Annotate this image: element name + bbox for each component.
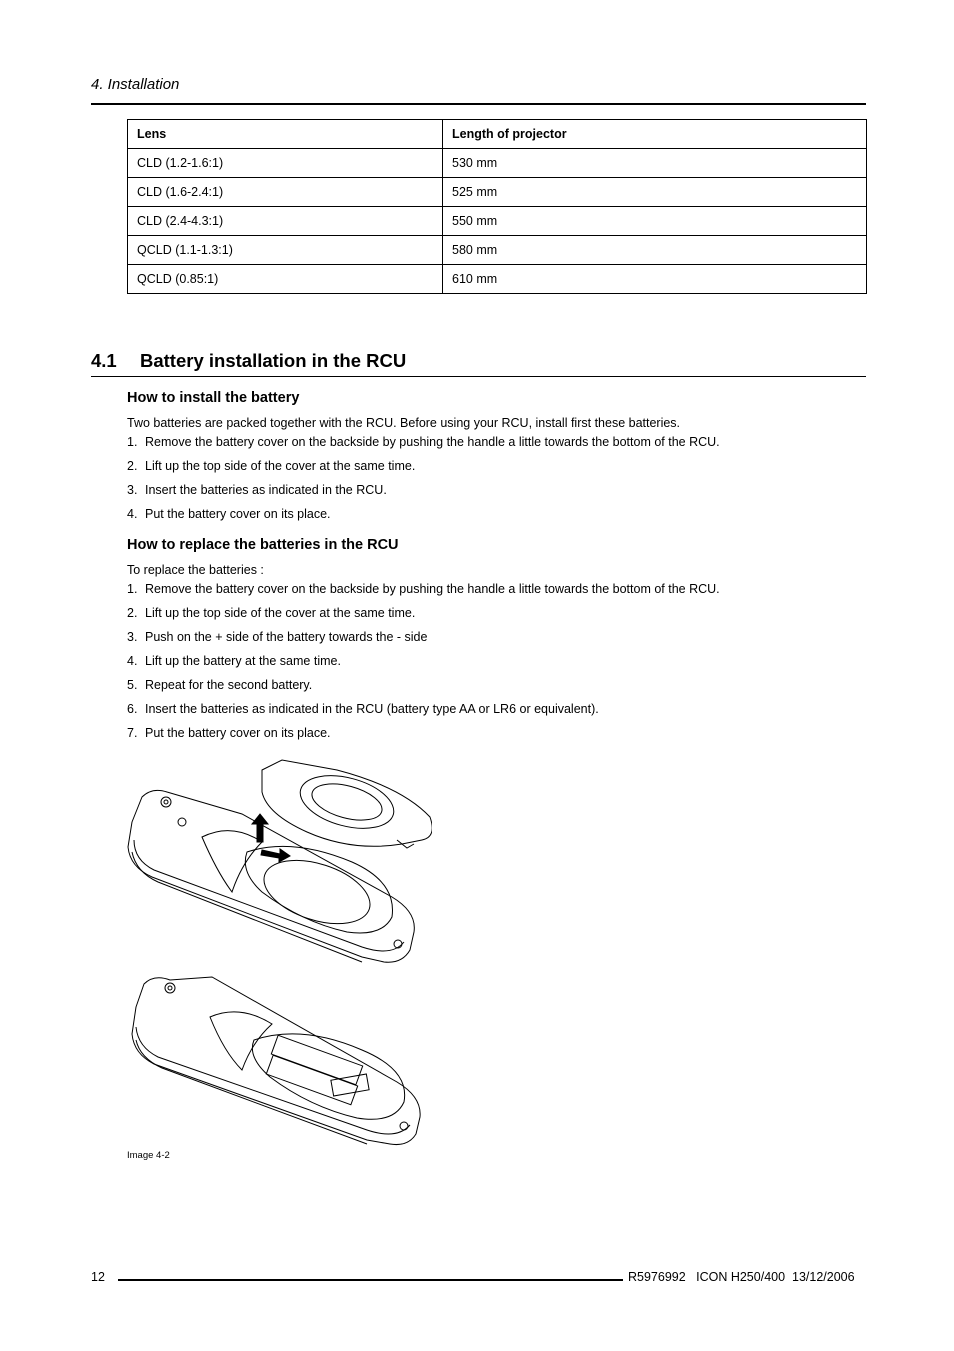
step-text: Repeat for the second battery. <box>145 678 313 692</box>
header-rule <box>91 103 866 105</box>
table-row <box>128 178 867 207</box>
lens-cell: QCLD (0.85:1) <box>128 265 443 294</box>
install-intro: Two batteries are packed together with the RCU. Before using your RCU, install first these batteries. <box>127 416 681 430</box>
list-item <box>127 435 720 449</box>
rcu-lower-drawing <box>132 977 420 1145</box>
list-item <box>127 630 427 644</box>
lens-cell: CLD (2.4-4.3:1) <box>128 207 443 236</box>
table-header-row <box>128 120 867 149</box>
running-header: 4. Installation <box>91 76 180 93</box>
step-number: 2. <box>127 606 138 620</box>
step-number: 7. <box>127 726 138 740</box>
lens-cell: QCLD (1.1-1.3:1) <box>128 236 443 265</box>
footer-rule <box>118 1279 623 1281</box>
step-text: Remove the battery cover on the backside by pushing the handle a little towards the bottom of the RCU. <box>145 582 720 596</box>
section-rule <box>91 376 866 377</box>
step-number: 3. <box>127 630 138 644</box>
step-number: 2. <box>127 459 138 473</box>
step-number: 1. <box>127 582 138 596</box>
list-item <box>127 726 331 740</box>
step-number: 3. <box>127 483 138 497</box>
install-heading: How to install the battery <box>127 390 300 406</box>
figure-caption: Image 4-2 <box>127 1150 170 1161</box>
length-cell: 550 mm <box>443 207 867 236</box>
step-text: Push on the + side of the battery towards the - side <box>145 630 428 644</box>
step-text: Put the battery cover on its place. <box>145 507 331 521</box>
table-row <box>128 207 867 236</box>
rcu-battery-illustration <box>122 752 432 1152</box>
step-text: Insert the batteries as indicated in the RCU. <box>145 483 387 497</box>
step-text: Lift up the top side of the cover at the same time. <box>145 606 416 620</box>
step-number: 5. <box>127 678 138 692</box>
list-item <box>127 654 341 668</box>
step-text: Lift up the top side of the cover at the same time. <box>145 459 416 473</box>
list-item <box>127 459 415 473</box>
page-number: 12 <box>91 1270 105 1284</box>
length-cell: 525 mm <box>443 178 867 207</box>
step-text: Lift up the battery at the same time. <box>145 654 341 668</box>
section-title <box>91 350 406 372</box>
list-item <box>127 678 312 692</box>
step-number: 4. <box>127 507 138 521</box>
lens-length-table <box>127 119 867 294</box>
section-number: 4.1 <box>91 350 117 371</box>
step-text: Put the battery cover on its place. <box>145 726 331 740</box>
table-row <box>128 265 867 294</box>
table-row <box>128 236 867 265</box>
footer-doc-info: R5976992 ICON H250/400 13/12/2006 <box>628 1270 855 1284</box>
length-cell: 610 mm <box>443 265 867 294</box>
column-header-lens: Lens <box>128 120 443 149</box>
list-item <box>127 507 331 521</box>
step-text: Insert the batteries as indicated in the RCU (battery type AA or LR6 or equivalent). <box>145 702 599 716</box>
list-item <box>127 582 720 596</box>
step-number: 6. <box>127 702 138 716</box>
lens-cell: CLD (1.6-2.4:1) <box>128 178 443 207</box>
step-number: 1. <box>127 435 138 449</box>
list-item <box>127 606 415 620</box>
length-cell: 530 mm <box>443 149 867 178</box>
replace-heading: How to replace the batteries in the RCU <box>127 537 399 553</box>
step-text: Remove the battery cover on the backside by pushing the handle a little towards the bottom of the RCU. <box>145 435 720 449</box>
length-cell: 580 mm <box>443 236 867 265</box>
column-header-length: Length of projector <box>443 120 867 149</box>
step-number: 4. <box>127 654 138 668</box>
section-title-text: Battery installation in the RCU <box>140 350 407 371</box>
replace-intro: To replace the batteries : <box>127 563 264 577</box>
table-row <box>128 149 867 178</box>
list-item <box>127 702 599 716</box>
lens-cell: CLD (1.2-1.6:1) <box>128 149 443 178</box>
list-item <box>127 483 387 497</box>
rcu-upper-drawing <box>128 760 432 962</box>
